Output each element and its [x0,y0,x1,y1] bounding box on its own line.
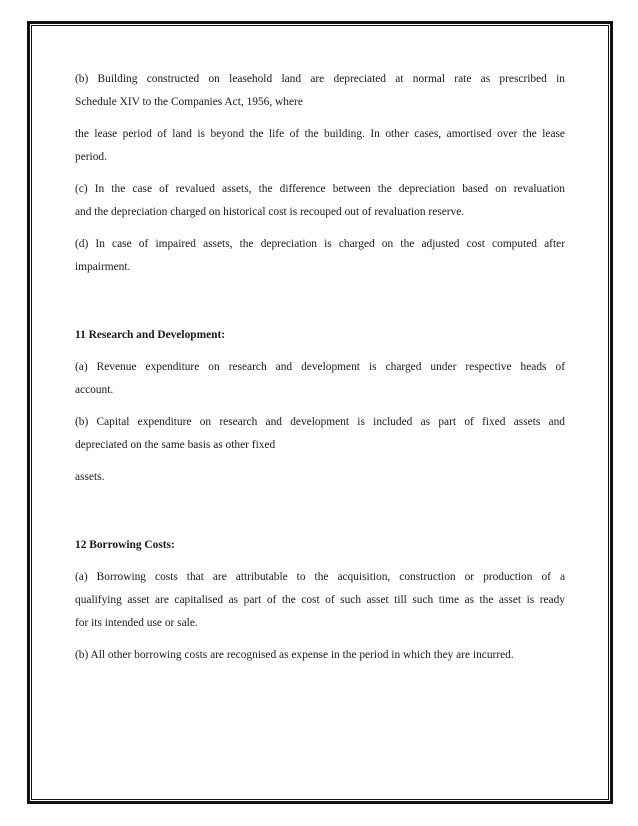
text-line: impairment. [75,261,131,273]
text-line: (a) Borrowing costs that are attributable to the acquisition, construction or production of a [75,571,565,583]
text-line: (b) All other borrowing costs are recognised as expense in the period in which they are incurred. [75,649,514,661]
section-heading-borrowing: 12 Borrowing Costs: [75,539,175,551]
text-line: (c) In the case of revalued assets, the difference between the depreciation based on revaluation [75,183,565,195]
paragraph-impaired-assets [75,233,565,279]
section-heading-research: 11 Research and Development: [75,329,226,341]
text-line: the lease period of land is beyond the life of the building. In other cases, amortised over the lease [75,128,565,140]
text-line: for its intended use or sale. [75,617,198,629]
paragraph-lease-period [75,123,565,169]
paragraph-revenue-expenditure [75,356,565,402]
paragraph-assets [75,466,565,489]
text-line: assets. [75,471,105,483]
document-body [75,68,565,667]
text-line: depreciated on the same basis as other fixed [75,439,276,451]
text-line: qualifying asset are capitalised as part of the cost of such asset till such time as the asset is ready [75,594,565,606]
text-line: (d) In case of impaired assets, the depreciation is charged on the adjusted cost computed after [75,238,565,250]
paragraph-borrowing-expense [75,644,565,667]
paragraph-revalued-assets [75,178,565,224]
text-line: (b) Capital expenditure on research and development is included as part of fixed assets and [75,416,565,428]
text-line: period. [75,151,107,163]
paragraph-building-depreciation [75,68,565,114]
text-line: Schedule XIV to the Companies Act, 1956, where [75,96,303,108]
paragraph-borrowing-capitalised [75,566,565,635]
text-line: account. [75,384,114,396]
text-line: (a) Revenue expenditure on research and development is charged under respective heads of [75,361,565,373]
text-line: (b) Building constructed on leasehold land are depreciated at normal rate as prescribed in [75,73,565,85]
text-line: and the depreciation charged on historical cost is recouped out of revaluation reserve. [75,206,465,218]
paragraph-capital-expenditure [75,411,565,457]
